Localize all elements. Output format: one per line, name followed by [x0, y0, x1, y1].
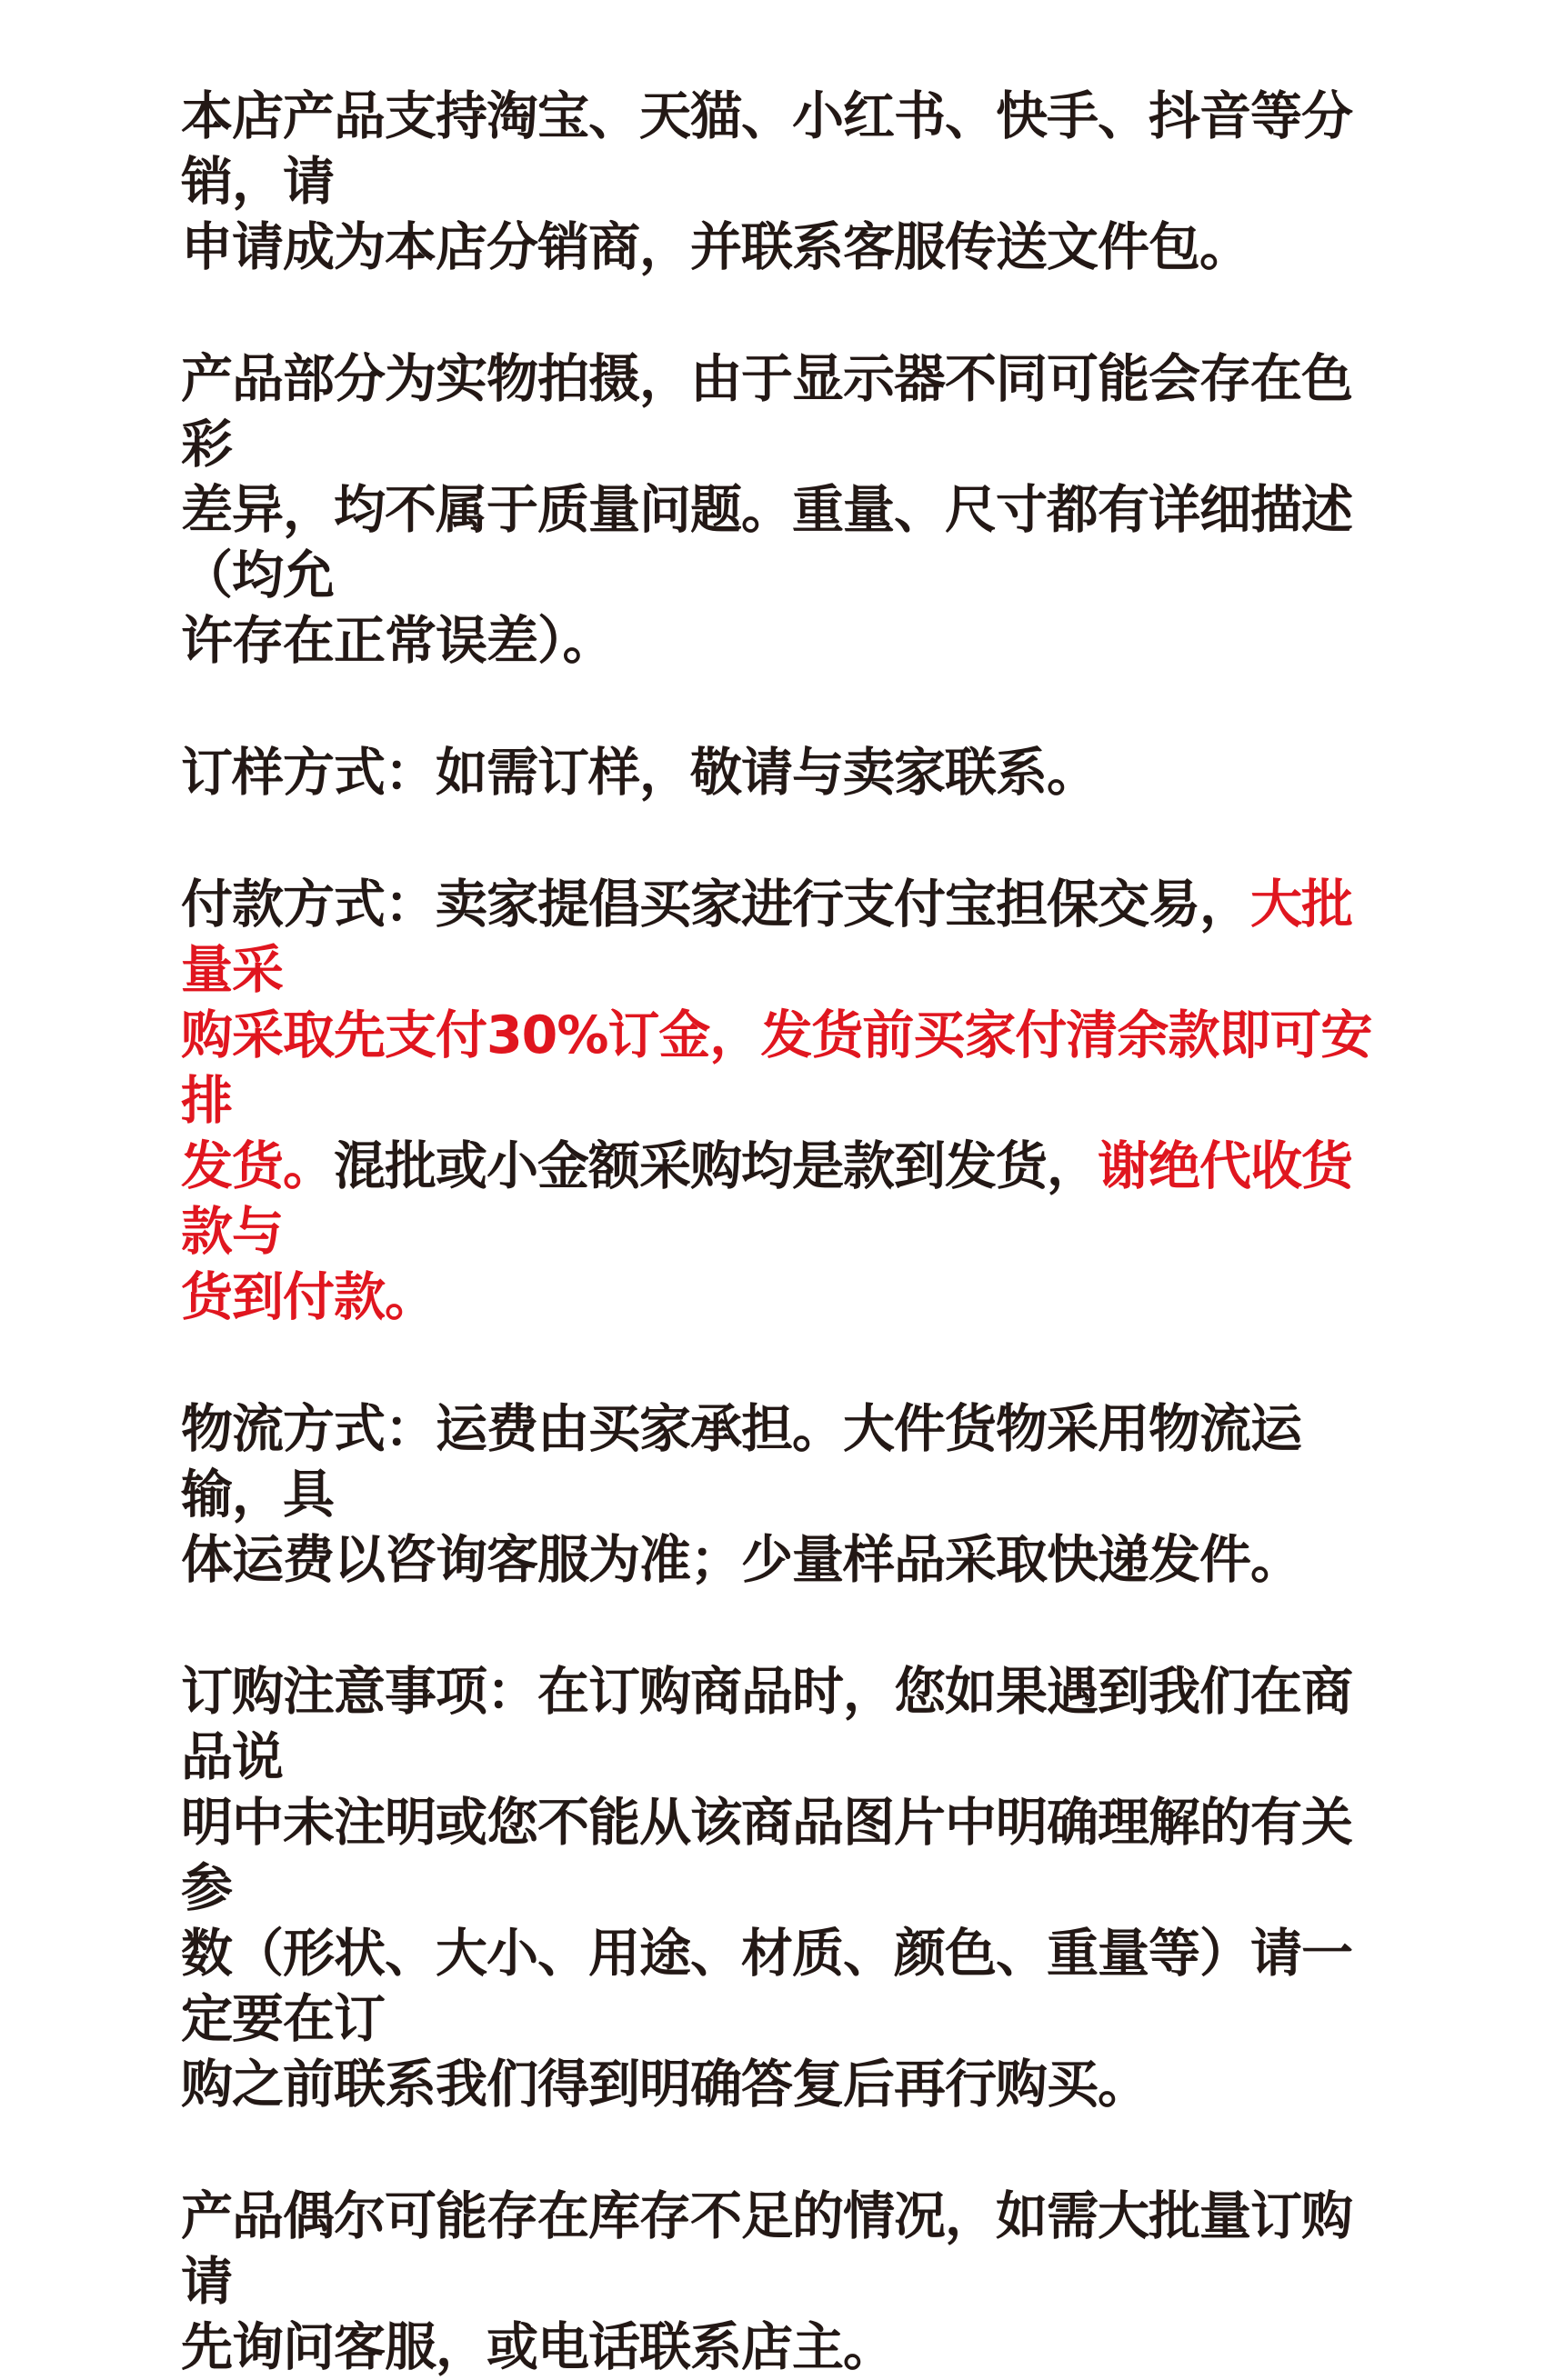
- text-line: 数（形状、大小、用途、材质、颜色、重量等）请一定要在订: [181, 1924, 1352, 2049]
- text-line: [181, 872, 1390, 1003]
- store-notice: [181, 84, 1390, 2380]
- highlight-text: 货到付款。: [181, 1267, 436, 1327]
- stock-paragraph: [181, 2184, 1390, 2380]
- product-photo-paragraph: [181, 346, 1390, 674]
- text-line: 物流方式：运费由买家承担。大件货物采用物流运输，具: [181, 1399, 1301, 1525]
- text-line: [181, 1003, 1390, 1134]
- order-notes-paragraph: [181, 1659, 1390, 2117]
- highlight-text: 购采取先支付30%订金，发货前买家付清余款即可安排: [181, 1005, 1372, 1131]
- text-line: 先询问客服，或电话联系店主。: [181, 2317, 894, 2377]
- normal-text: 付款方式：卖家提倡买家进行支付宝担保交易，: [181, 875, 1250, 935]
- text-line: 购之前联系我们得到明确答复后再行购买。: [181, 2055, 1149, 2115]
- text-line: 许存在正常误差）。: [181, 611, 614, 671]
- text-line: 体运费以咨询客服为准；少量样品采取快递发件。: [181, 1530, 1301, 1590]
- normal-text: 混批或小金额采购均是款到发货，: [334, 1136, 1098, 1196]
- sample-order-paragraph: [181, 740, 1390, 805]
- text-line: 差异，均不属于质量问题。重量、尺寸都有详细描述（均允: [181, 480, 1352, 605]
- distribution-paragraph: [181, 84, 1390, 280]
- highlight-text: 谢绝代收货款与: [181, 1136, 1352, 1262]
- text-line: 产品偶尔可能存在库存不足的情况，如需大批量订购请: [181, 2186, 1352, 2312]
- text-line: [181, 1265, 1390, 1330]
- text-line: 产品部分为实物拍摄，由于显示器不同可能会存在色彩: [181, 349, 1352, 475]
- text-line: [181, 1134, 1390, 1265]
- logistics-paragraph: [181, 1396, 1390, 1593]
- text-line: 本店产品支持淘宝、天猫、小红书、快手、抖音等分销，请: [181, 86, 1352, 212]
- highlight-text: 发货。: [181, 1136, 334, 1196]
- text-line: 订样方式：如需订样，敬请与卖家联系。: [181, 743, 1098, 803]
- payment-paragraph: [181, 872, 1390, 1330]
- text-line: 明中未注明或您不能从该商品图片中明确理解的有关参: [181, 1793, 1352, 1918]
- text-line: 申请成为本店分销商，并联系客服传送文件包。: [181, 217, 1250, 277]
- text-line: 订购注意事项：在订购商品时，您如果遇到我们在商品说: [181, 1662, 1352, 1787]
- highlight-text: 大批量采: [181, 875, 1352, 1000]
